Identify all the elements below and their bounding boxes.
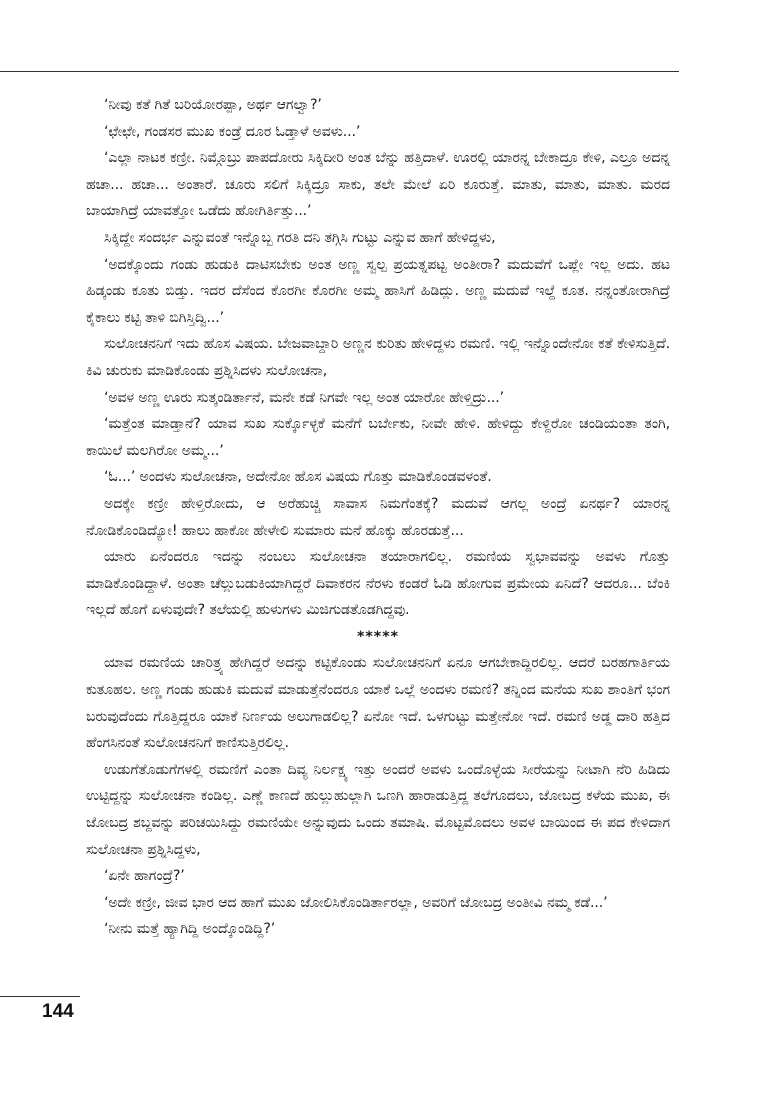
paragraph: ‘ಓ...’ ಅಂದಳು ಸುಲೋಚನಾ, ಅದೇನೋ ಹೊಸ ವಿಷಯ ಗೊತ್ತು ಮಾಡಿಕೊಂಡವಳಂತೆ. (104, 469, 492, 486)
paragraph: ‘ಏನೇ ಹಾಗಂದ್ರೆ?’ (104, 868, 185, 885)
paragraph: ಸಿಕ್ಕಿದ್ದೇ ಸಂದರ್ಭ ಎನ್ನುವಂತೆ ಇನ್ನೊಬ್ಬ ಗರತಿ ದನಿ ತಗ್ಗಿಸಿ ಗುಟ್ಟು ಎನ್ನುವ ಹಾಗೆ ಹೇಳಿದ್ದಳು, (104, 229, 496, 246)
paragraph: ‘ಅದಕ್ಕೊಂದು ಗಂಡು ಹುಡುಕಿ ದಾಟಿಸಬೇಕು ಅಂತ ಅಣ್ಣ ಸ್ವಲ್ಪ ಪ್ರಯತ್ನಪಟ್ಟ ಅಂತೀರಾ? ಮದುವೆಗೆ ಒಪ್ಲೇ ಇಲ್ಲ ಅದು. ಹಟ ಹಿಡ್ಕಂಡು ಕೂತು ಬಿಡ್ತು. ಇದರ ದೆಸೆಂದ ಕೊರಗೀ ಕೊರಗೀ ಅಮ್ಮ ಹಾಸಿಗೆ ಹಿಡಿದ್ಲು. ಅಣ್ಣ ಮದುವೆ ಇಲ್ದೆ ಕೂತ. ನನ್ನಂತೋರಾಗಿದ್ರೆ ಕೈಕಾಲು ಕಟ್ಟಿ ತಾಳಿ ಬಿಗಿಸ್ತಿದ್ವಿ...’ (86, 256, 670, 326)
paragraph: ‘ಅದೇ ಕಣ್ರೀ, ಜೀವ ಭಾರ ಆದ ಹಾಗೆ ಮುಖ ಜೋಲಿಸಿಕೊಂಡಿರ್ತಾರಲ್ಲಾ, ಅವರಿಗೆ ಜೋಬದ್ರ ಅಂತೀವಿ ನಮ್ಮ ಕಡೆ...’ (104, 894, 608, 911)
paragraph: ಅದಕ್ಕೇ ಕಣ್ರೀ ಹೇಳ್ತಿರೋದು, ಆ ಅರೆಹುಚ್ಚಿ ಸಾವಾಸ ನಿಮಗೆಂತಕ್ಕೆ? ಮದುವೆ ಆಗಲ್ಲ ಅಂದ್ರೆ ಏನರ್ಥ? ಯಾರನ್ನ ನೋಡಿಕೊಂಡಿದ್ಯೋ! ಹಾಲು ಹಾಕೋ ಹೇಳೇಲಿ ಸುಮಾರು ಮನೆ ಹೊಕ್ಕು ಹೊರಡುತ್ತೆ... (86, 495, 670, 539)
bottom-rule (0, 996, 80, 997)
top-rule (0, 71, 679, 72)
section-separator: ***** (356, 628, 400, 645)
paragraph: ‘ನೀನು ಮತ್ತೆ ಹ್ಯಾಗಿದ್ದಿ ಅಂದ್ಕೊಂಡಿದ್ದಿ?’ (104, 921, 276, 938)
paragraph: ಯಾರು ಏನೆಂದರೂ ಇದನ್ನು ನಂಬಲು ಸುಲೋಚನಾ ತಯಾರಾಗಲಿಲ್ಲ. ರಮಣಿಯ ಸ್ವಭಾವವನ್ನು ಅವಳು ಗೊತ್ತು ಮಾಡಿಕೊಂಡಿದ್ದಾಳೆ. ಅಂತಾ ಚೆಲ್ಲುಬಡುಕಿಯಾಗಿದ್ದರೆ ದಿವಾಕರನ ನೆರಳು ಕಂಡರೆ ಓಡಿ ಹೋಗುವ ಪ್ರಮೇಯ ಏನಿದೆ? ಆದರೂ... ಬೆಂಕಿ ಇಲ್ಲದೆ ಹೊಗೆ ಏಳುವುದೇ? ತಲೆಯಲ್ಲಿ ಹುಳುಗಳು ಮಿಜಿಗುಡತೊಡಗಿದ್ದವು. (86, 549, 670, 619)
paragraph: ‘ನೀವು ಕತೆ ಗಿತೆ ಬರಿಯೋರಪ್ಪಾ, ಅರ್ಥ ಆಗಲ್ವಾ?’ (104, 97, 322, 113)
paragraph: ‘ಎಲ್ಲಾ ನಾಟಕ ಕಣ್ರೀ. ನಿಮ್ಗೊಬ್ರು ಪಾಪದೋರು ಸಿಕ್ಕಿದೀರಿ ಅಂತ ಬೆನ್ನು ಹತ್ತಿದಾಳೆ. ಊರಲ್ಲಿ ಯಾರನ್ನ ಬೇಕಾದ್ರೂ ಕೇಳಿ, ಎಲ್ರೂ ಅದನ್ನ ಹಚಾ... ಹಚಾ... ಅಂತಾರೆ. ಚೂರು ಸಲಿಗೆ ಸಿಕ್ಕಿದ್ರೂ ಸಾಕು, ತಲೇ ಮೇಲೆ ಏರಿ ಕೂರುತ್ತೆ. ಮಾತು, ಮಾತು, ಮಾತು. ಮರದ ಬಾಯಾಗಿದ್ರೆ ಯಾವತ್ತೋ ಒಡೆದು ಹೋಗಿರ್ತಿತ್ತು...’ (86, 150, 670, 220)
paragraph: ಸುಲೋಚನನಿಗೆ ಇದು ಹೊಸ ವಿಷಯ. ಬೇಜವಾಬ್ದಾರಿ ಅಣ್ಣನ ಕುರಿತು ಹೇಳಿದ್ದಳು ರಮಣಿ. ಇಲ್ಲಿ ಇನ್ನೊಂದೇನೋ ಕತೆ ಕೇಳಿಸುತ್ತಿದೆ. ಕಿವಿ ಚುರುಕು ಮಾಡಿಕೊಂಡು ಪ್ರಶ್ನಿಸಿದಳು ಸುಲೋಚನಾ, (86, 336, 670, 379)
paragraph: ಉಡುಗೆತೊಡುಗೆಗಳಲ್ಲಿ ರಮಣಿಗೆ ಎಂತಾ ದಿವ್ಯ ನಿರ್ಲಕ್ಷ್ಯ ಇತ್ತು ಅಂದರೆ ಅವಳು ಒಂದೊಳ್ಳೆಯ ಸೀರೆಯನ್ನು ನೀಟಾಗಿ ನೆರಿ ಹಿಡಿದು ಉಟ್ಟಿದ್ದನ್ನು ಸುಲೋಚನಾ ಕಂಡಿಲ್ಲ. ಎಣ್ಣೆ ಕಾಣದೆ ಹುಲ್ಲುಹುಲ್ಲಾಗಿ ಒಣಗಿ ಹಾರಾಡುತ್ತಿದ್ದ ತಲೆಗೂದಲು, ಜೋಬದ್ರ ಕಳೆಯ ಮುಖ, ಈ ಜೋಬದ್ರ ಶಬ್ದವನ್ನು ಪರಿಚಯಿಸಿದ್ದು ರಮಣಿಯೇ ಅನ್ನುವುದು ಒಂದು ತಮಾಷಿ. ಮೊಟ್ಟಮೊದಲು ಅವಳ ಬಾಯಿಂದ ಈ ಪದ ಕೇಳಿದಾಗ ಸುಲೋಚನಾ ಪ್ರಶ್ನಿಸಿದ್ದಳು, (86, 761, 670, 858)
paragraph: ‘ಛೇಛೇ, ಗಂಡಸರ ಮುಖ ಕಂಡ್ರೆ ದೂರ ಓಡ್ತಾಳೆ ಅವಳು...’ (104, 123, 361, 140)
paragraph: ‘ಅವಳ ಅಣ್ಣ ಊರು ಸುತ್ಕಂಡಿರ್ತಾನೆ, ಮನೇ ಕಡೆ ನಿಗವೇ ಇಲ್ಲ ಅಂತ ಯಾರೋ ಹೇಳ್ತಿದ್ರು...’ (104, 389, 505, 406)
paragraph: ‘ಮತ್ತೆಂತ ಮಾಡ್ತಾನೆ? ಯಾವ ಸುಖ ಸುರ್ಕ್ಕೊಳ್ಳಕೆ ಮನೆಗೆ ಬರ್ಬೇಕು, ನೀವೇ ಹೇಳಿ. ಹೇಳಿದ್ದು ಕೇಳ್ದಿರೋ ಚಂಡಿಯಂತಾ ತಂಗಿ, ಕಾಯಿಲೆ ಮಲಗಿರೋ ಅಮ್ಮ...’ (86, 416, 670, 459)
paragraph: ಯಾವ ರಮಣಿಯ ಚಾರಿತ್ರ್ಯ ಹೇಗಿದ್ದರೆ ಅದನ್ನು ಕಟ್ಟಿಕೊಂಡು ಸುಲೋಚನನಿಗೆ ಏನೂ ಆಗಬೇಕಾದ್ದಿರಲಿಲ್ಲ. ಆದರೆ ಬರಹಗಾರ್ತಿಯ ಕುತೂಹಲ. ಅಣ್ಣ ಗಂಡು ಹುಡುಕಿ ಮದುವೆ ಮಾಡುತ್ತೆನೆಂದರೂ ಯಾಕೆ ಒಲ್ಲೆ ಅಂದಳು ರಮಣಿ? ತನ್ನಿಂದ ಮನೆಯ ಸುಖ ಶಾಂತಿಗೆ ಭಂಗ ಬರುವುದೆಂದು ಗೊತ್ತಿದ್ದರೂ ಯಾಕೆ ನಿರ್ಣಯ ಅಲುಗಾಡಲಿಲ್ಲ? ಏನೋ ಇದೆ. ಒಳಗುಟ್ಟು ಮತ್ತೇನೋ ಇದೆ. ರಮಣಿ ಅಡ್ಡ ದಾರಿ ಹತ್ತಿದ ಹೆಂಗಸಿನಂತೆ ಸುಲೋಚನನಿಗೆ ಕಾಣಿಸುತ್ತಿರಲಿಲ್ಲ. (86, 655, 670, 752)
page-number: 144 (42, 1001, 74, 1022)
body-text (86, 92, 670, 943)
